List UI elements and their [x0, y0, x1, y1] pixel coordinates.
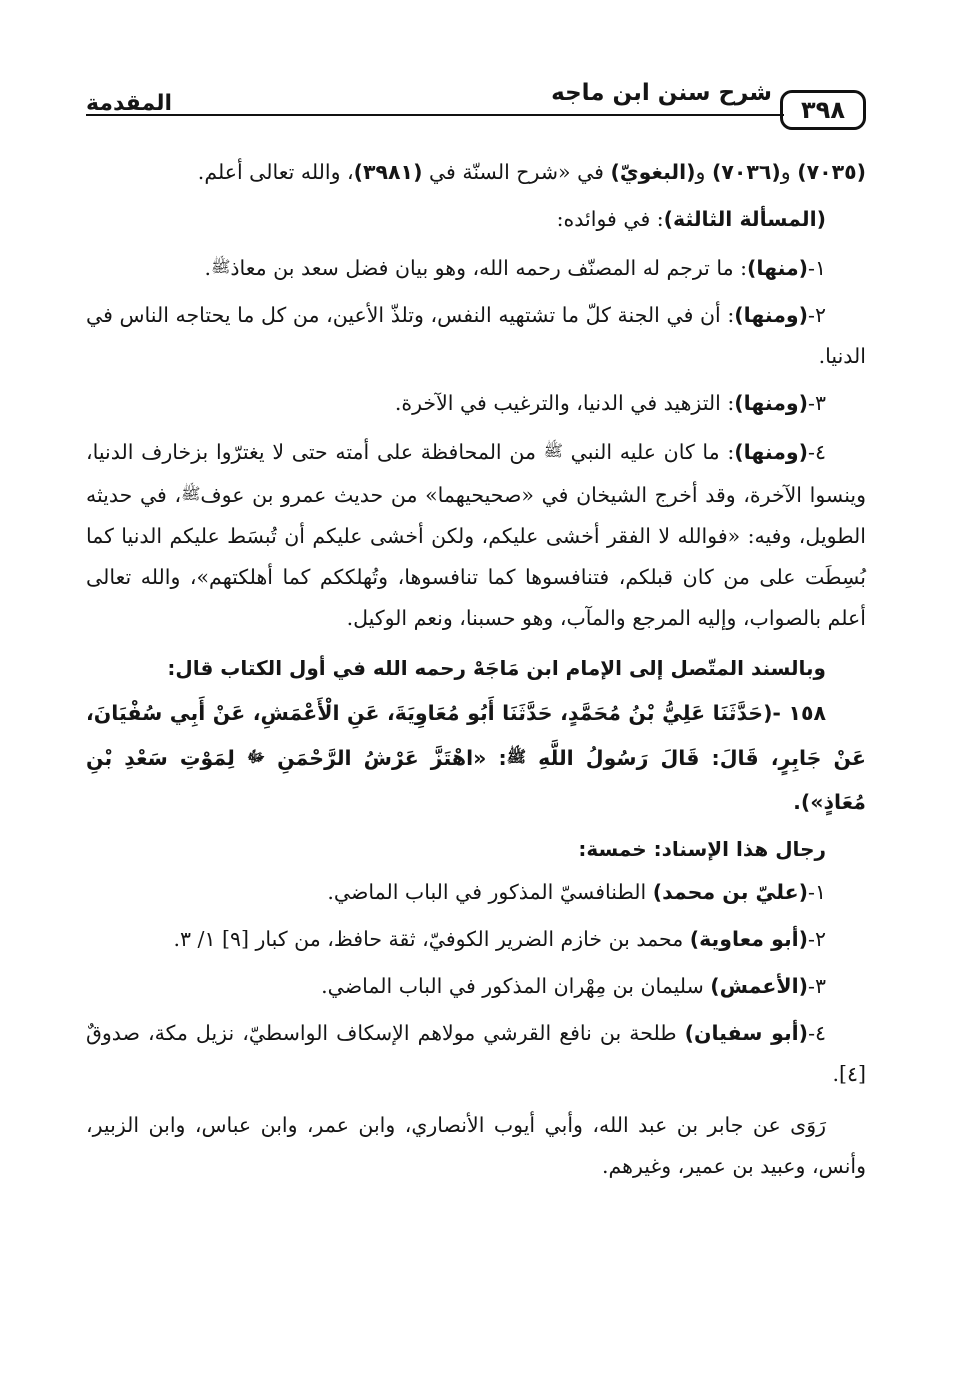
item-number: ٤-	[808, 1021, 827, 1045]
item-label: (ومنها)	[734, 391, 809, 415]
narrator-name: (عليّ بن محمد)	[652, 880, 809, 904]
book-page	[86, 78, 866, 1338]
narrator-item-2	[86, 919, 866, 960]
chapter-title: المقدمة	[86, 91, 173, 116]
page-header	[86, 78, 866, 130]
narrator-item-4	[86, 1013, 866, 1095]
narrator-name: (الأعمش)	[710, 974, 809, 998]
issue-heading: (المسألة الثالثة)	[663, 207, 826, 231]
author-name: (البغويّ)	[610, 160, 696, 184]
header-rule	[86, 114, 784, 116]
page-body	[86, 152, 866, 1187]
text-run: : في فوائده:	[556, 207, 664, 231]
item-label: (منها)	[747, 256, 809, 280]
text-run: لِمَوْتِ سَعْدِ بْنِ مُعَاذٍ»).	[86, 746, 866, 814]
paragraph-references	[86, 152, 866, 193]
item-number: ٣-	[808, 391, 826, 415]
item-number: ٢-	[808, 303, 826, 327]
hadith-text	[86, 691, 866, 824]
text-run: محمد بن خازم الضرير الكوفيّ، ثقة حافظ، من كبار [٩] ١/ ٣.	[173, 927, 690, 951]
rijal-heading: رجال هذا الإسناد: خمسة:	[578, 837, 826, 861]
text-run: : «اهْتَزَّ عَرْشُ الرَّحْمَنِ	[265, 746, 507, 770]
reference-number: (٧٠٣٦)	[711, 160, 781, 184]
paragraph-third-issue	[86, 199, 866, 240]
benefit-item-4	[86, 430, 866, 639]
reference-number: (٧٠٣٥)	[797, 160, 866, 184]
narrator-item-3	[86, 966, 866, 1007]
text-run: من المحافظة على أمته حتى لا يغترّوا بزخارف الدنيا، وينسوا الآخرة، وقد أخرج الشيخان في «صحيحيهما» من حديث عمرو بن عوف	[86, 440, 866, 507]
text-run: طلحة بن نافع القرشي مولاهم الإسكاف الواسطيّ، نزيل مكة، صدوقٌ [٤].	[86, 1021, 866, 1086]
honorific-icon: ﷻ	[246, 747, 265, 766]
reference-number: (٣٩٨١)	[353, 160, 423, 184]
item-label: (ومنها)	[734, 440, 809, 464]
hadith-number: ١٥٨	[788, 701, 826, 725]
text-run: ، والله تعالى أعلم.	[197, 160, 354, 184]
item-number: ١-	[808, 880, 826, 904]
benefit-item-3	[86, 383, 866, 424]
text-run: و	[695, 160, 712, 184]
narrator-name: (أبو سفيان)	[684, 1021, 809, 1045]
isnad-intro: وبالسند المتّصل إلى الإمام ابن مَاجَهْ رحمه الله في أول الكتاب قال:	[167, 656, 826, 680]
text-run: .	[204, 256, 212, 280]
item-label: (ومنها)	[734, 303, 809, 327]
honorific-icon: ﷺ	[181, 484, 201, 503]
text-run: ، في حديثه الطويل، وفيه: «فوالله لا الفقر أخشى عليكم، ولكن أخشى عليكم أن تُبسَط عليكم الدنيا كما بُسِطَت على من كان قبلكم، فتنافسوها كما تنافسوها، وتُهلككم كما أهلكتهم»، والله تعالى أعلم بالصواب، وإليه المرجع والمآب، وهو حسبنا، ونعم الوكيل.	[86, 483, 866, 630]
honorific-icon: ﷺ	[543, 441, 563, 460]
item-number: ٤-	[808, 440, 826, 464]
narrator-item-1	[86, 872, 866, 913]
text-run: : التزهيد في الدنيا، والترغيب في الآخرة.	[394, 391, 735, 415]
item-number: ٢-	[808, 927, 826, 951]
honorific-icon: ﷺ	[506, 747, 527, 766]
page-number: ٣٩٨	[780, 90, 866, 130]
text-run: -(حَدَّثَنَا عَلِيُّ بْنُ مُحَمَّدٍ، حَدَّثَنَا أَبُو مُعَاوِيَةَ، عَنِ الْأَعْمَشِ، عَنْ أَبِي سُفْيَانَ، عَنْ جَابِرٍ، قَالَ: قَالَ رَسُولُ اللَّهِ	[86, 701, 866, 770]
text-run: : ما كان عليه النبي	[562, 440, 735, 464]
benefit-item-2	[86, 295, 866, 377]
text-run: : ما ترجم له المصنّف رحمه الله، وهو بيان فضل سعد بن معاذ	[230, 256, 748, 280]
honorific-icon: ﷺ	[211, 257, 231, 276]
item-number: ٣-	[808, 974, 826, 998]
text-run: سليمان بن مِهْران المذكور في الباب الماضي.	[321, 974, 711, 998]
text-run: الطنافسيّ المذكور في الباب الماضي.	[327, 880, 653, 904]
item-number: ١-	[808, 256, 826, 280]
text-run: : أن في الجنة كلّ ما تشتهيه النفس، وتلذّ الأعين، من كل ما يحتاجه الناس في الدنيا.	[86, 303, 866, 368]
narrations-paragraph: رَوَى عن جابر بن عبد الله، وأبي أيوب الأنصاري، وابن عمر، وابن عباس، وابن الزبير، وأنس، وعبيد بن عمير، وغيرهم.	[86, 1113, 866, 1178]
text-run: و	[780, 160, 798, 184]
book-title: شرح سنن ابن ماجه	[551, 80, 772, 106]
benefit-item-1	[86, 246, 866, 289]
narrator-name: (أبو معاوية)	[689, 927, 809, 951]
text-run: في «شرح السنّة في	[422, 160, 611, 184]
